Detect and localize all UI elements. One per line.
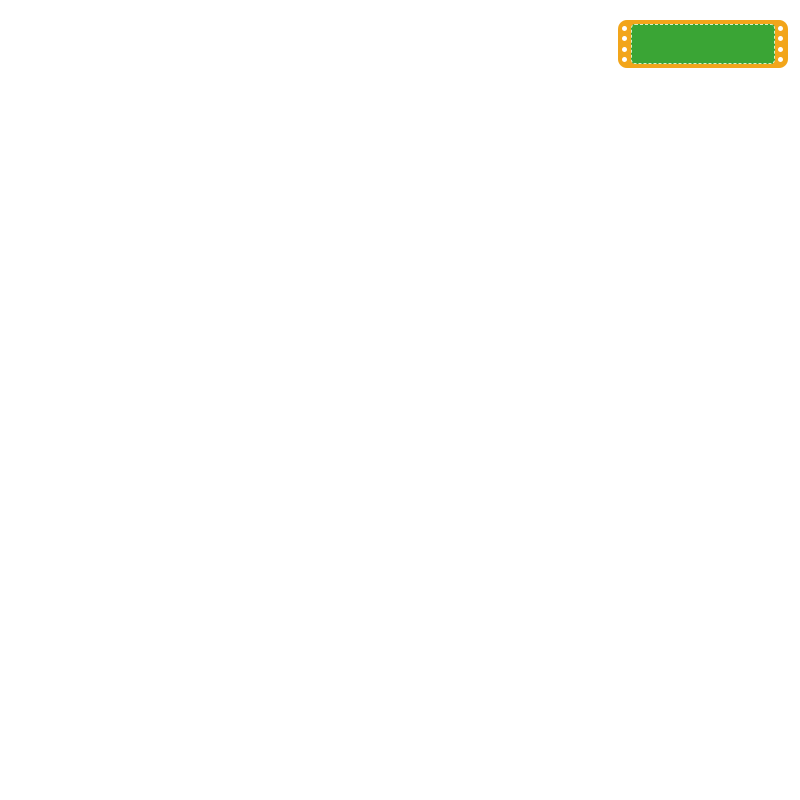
badge-inner — [631, 24, 775, 64]
badge-dots-right — [778, 26, 784, 62]
content-display-badge — [618, 20, 788, 68]
badge-dots-left — [622, 26, 628, 62]
